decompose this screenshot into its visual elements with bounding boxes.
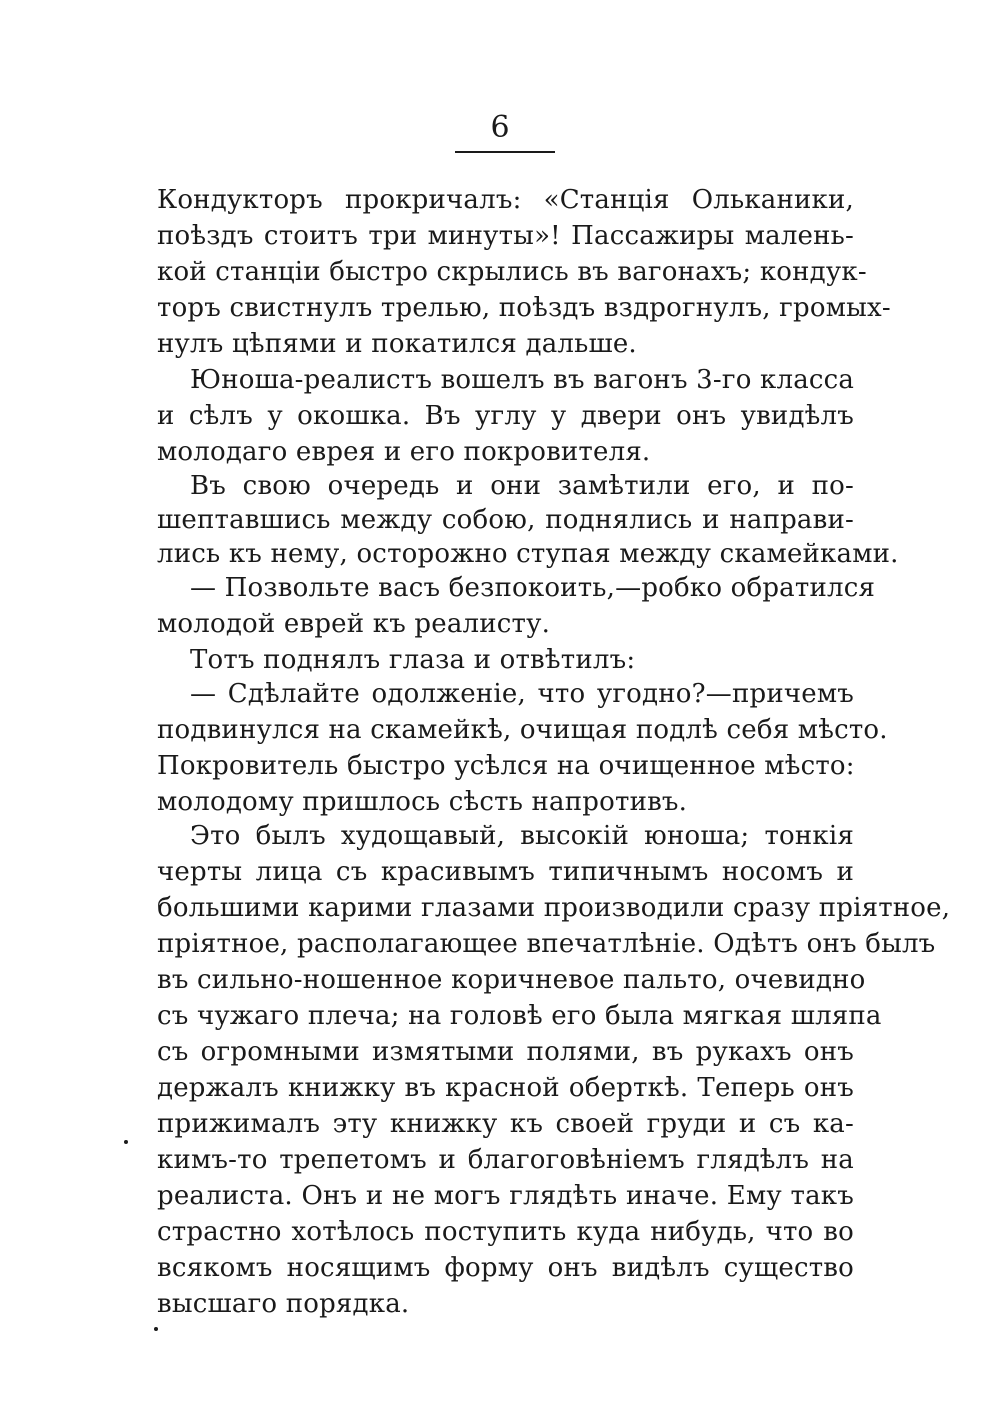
ink-speck: [154, 1327, 158, 1331]
text-line: подвинулся на скамейкѣ, очищая подлѣ себя мѣсто.: [157, 715, 888, 745]
text-line: поѣздъ стоитъ три минуты»! Пассажиры малень-: [157, 221, 854, 251]
text-line: нулъ цѣпями и покатился дальше.: [157, 329, 637, 359]
text-line: молодому пришлось сѣсть напротивъ.: [157, 787, 688, 817]
text-line: кой станціи быстро скрылись въ вагонахъ; кондук-: [157, 257, 867, 287]
text-line: торъ свистнулъ трелью, поѣздъ вздрогнулъ, громых-: [157, 293, 891, 323]
text-line: высшаго порядка.: [157, 1289, 410, 1319]
text-line: въ сильно-ношенное коричневое пальто, очевидно: [157, 965, 866, 995]
text-line: держалъ книжку въ красной оберткѣ. Теперь онъ: [157, 1073, 854, 1103]
text-line: страстно хотѣлось поступить куда нибудь, что во: [157, 1217, 854, 1247]
text-line: прижималъ эту книжку къ своей груди и съ ка-: [157, 1109, 854, 1139]
text-line: Кондукторъ прокричалъ: «Станція Ольканики,: [157, 185, 854, 215]
text-line: молодаго еврея и его покровителя.: [157, 437, 651, 467]
text-line: и сѣлъ у окошка. Въ углу у двери онъ увидѣлъ: [157, 401, 854, 431]
page-number-rule: [455, 151, 555, 153]
text-line: черты лица съ красивымъ типичнымъ носомъ и: [157, 857, 854, 887]
text-line: пріятное, располагающее впечатлѣніе. Одѣтъ онъ былъ: [157, 929, 936, 959]
text-line: лись къ нему, осторожно ступая между скамейками.: [157, 539, 899, 569]
text-line: Юноша-реалистъ вошелъ въ вагонъ 3-го класса: [190, 365, 855, 395]
text-line: Въ свою очередь и они замѣтили его, и по-: [190, 471, 854, 501]
text-line: съ чужаго плеча; на головѣ его была мягкая шляпа: [157, 1001, 882, 1031]
text-line: реалиста. Онъ и не могъ глядѣть иначе. Ему такъ: [157, 1181, 854, 1211]
text-line: Это былъ худощавый, высокій юноша; тонкія: [190, 821, 854, 851]
text-line: — Позвольте васъ безпокоить,—робко обратился: [190, 573, 876, 603]
text-line: шептавшись между собою, поднялись и направи-: [157, 505, 854, 535]
text-line: молодой еврей къ реалисту.: [157, 609, 551, 639]
text-line: большими карими глазами производили сразу пріятное,: [157, 893, 951, 923]
text-line: кимъ-то трепетомъ и благоговѣніемъ глядѣлъ на: [157, 1145, 854, 1175]
text-line: Покровитель быстро усѣлся на очищенное мѣсто:: [157, 751, 855, 781]
text-line: Тотъ поднялъ глаза и отвѣтилъ:: [190, 645, 636, 675]
page-number: 6: [490, 110, 510, 145]
text-line: всякомъ носящимъ форму онъ видѣлъ существо: [157, 1253, 854, 1283]
text-line: съ огромными измятыми полями, въ рукахъ онъ: [157, 1037, 854, 1067]
text-line: — Сдѣлайте одолженіе, что угодно?—причемъ: [190, 679, 854, 709]
ink-speck: [124, 1140, 128, 1144]
